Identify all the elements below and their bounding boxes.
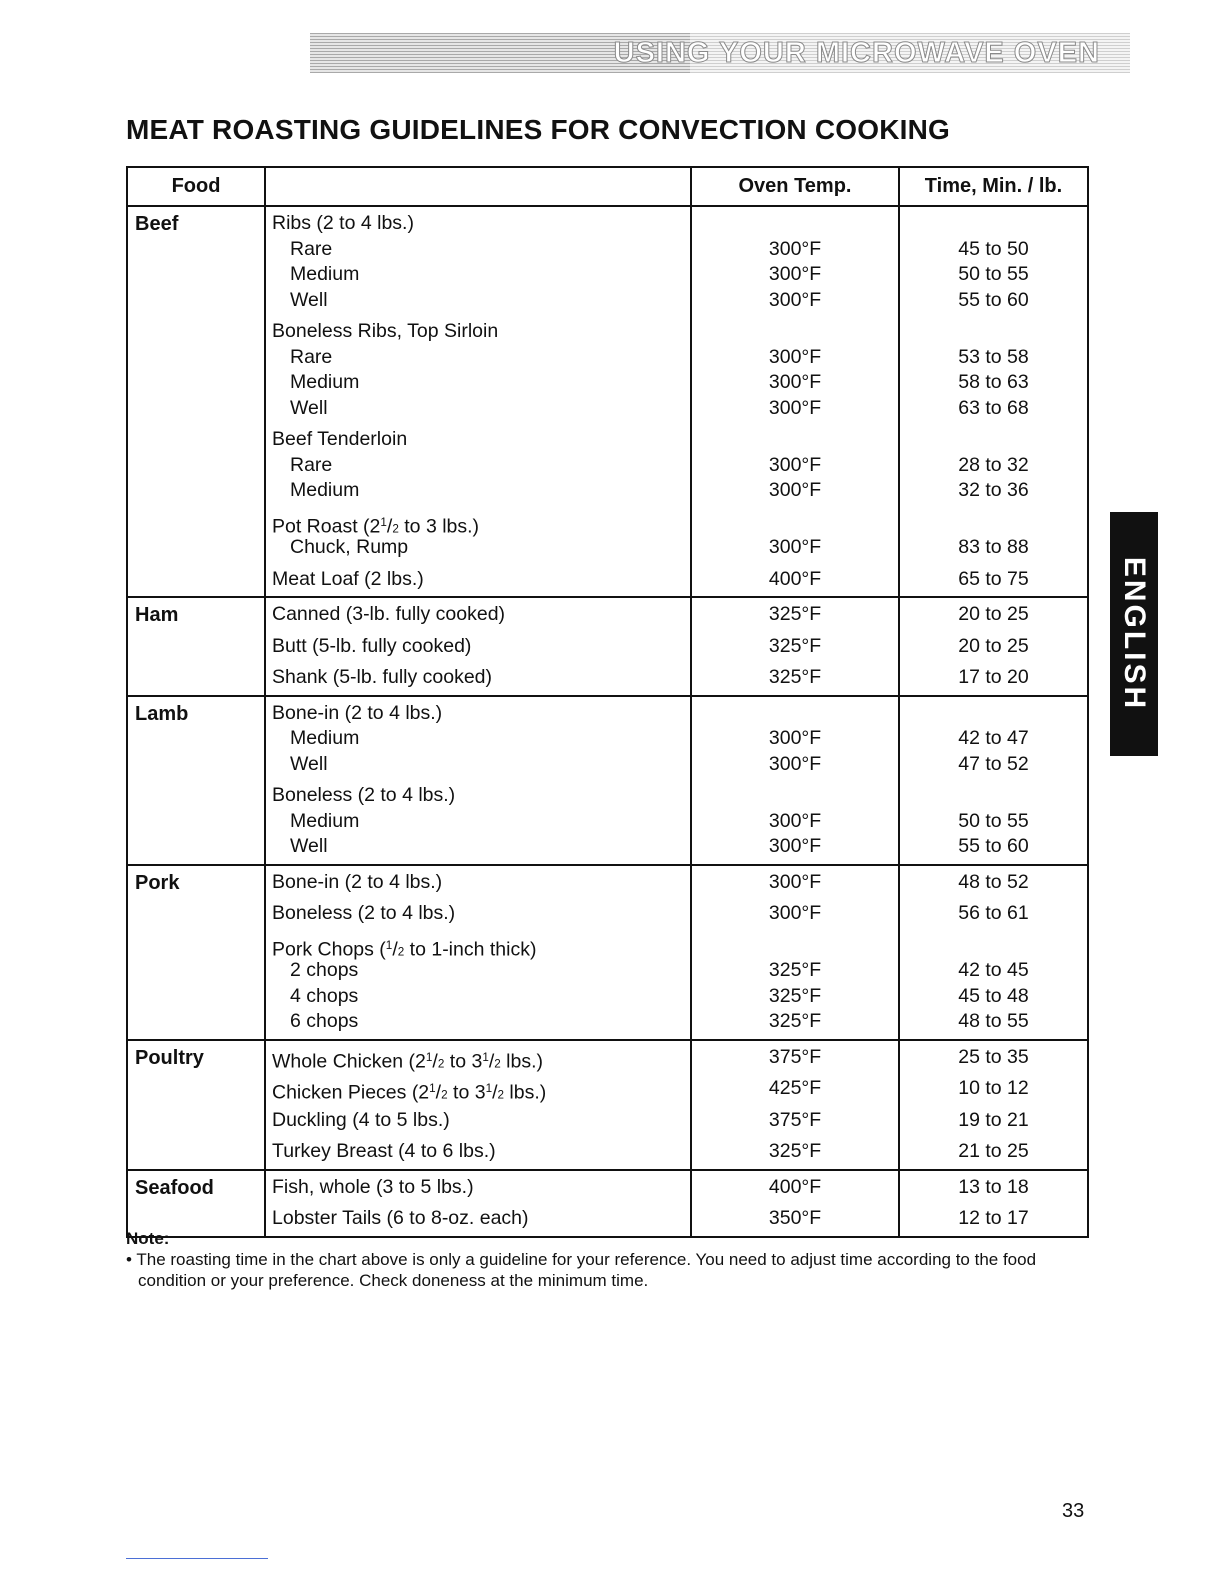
time-value: 53 to 58 [958,345,1029,368]
temp-value: 300°F [768,345,822,368]
item-title: Shank (5-lb. fully cooked) [272,666,493,688]
bottom-rule [126,1558,268,1559]
table-body [127,206,1088,1237]
temp-value: 400°F [768,567,822,590]
temp-value: 300°F [768,752,822,775]
temp-value: 300°F [768,237,822,260]
item-group [272,1108,690,1134]
temp-value: 350°F [768,1207,822,1229]
language-tab-label: ENGLISH [1118,556,1152,712]
time-value [900,427,1087,453]
item-group [692,602,898,628]
item-group [692,901,898,927]
item-sub-label: 2 chops [290,959,359,981]
section-header-band [310,33,1130,73]
item-sub-label: Medium [290,371,360,393]
item-group [692,1139,898,1165]
temp-value [692,933,898,959]
item-group [692,933,898,1035]
item-group [272,701,690,778]
time-value: 48 to 55 [958,1010,1029,1032]
time-value [900,319,1087,345]
page-number: 33 [1062,1500,1085,1522]
temp-value: 300°F [768,263,822,285]
header-food: Food [127,167,265,206]
item-cell [265,1040,691,1170]
food-category: Beef [127,206,265,597]
item-group [900,319,1087,421]
temp-value: 300°F [768,536,822,558]
item-group [272,211,690,313]
temp-value [692,427,898,453]
food-category: Poultry [127,1040,265,1170]
item-sub-label: Medium [290,809,360,832]
item-title: Duckling (4 to 5 lbs.) [272,1108,450,1131]
temp-value: 300°F [768,288,822,311]
time-value: 28 to 32 [958,453,1029,476]
time-cell [899,696,1088,865]
item-sub-label: Medium [290,263,360,285]
time-value: 19 to 21 [958,1108,1029,1131]
item-group [272,427,690,504]
item-title: Pot Roast ($2^1/2$ to 3 lbs.) [272,514,480,537]
item-group [692,427,898,504]
table-row [127,1170,1088,1237]
item-sub-label: Rare [290,453,333,476]
time-value: 50 to 55 [958,263,1029,285]
item-group [272,634,690,660]
table-row [127,206,1088,597]
header-time: Time, Min. / lb. [899,167,1088,206]
food-category: Pork [127,865,265,1040]
item-sub-label: 4 chops [290,984,359,1007]
item-group [692,319,898,421]
temp-value: 325°F [768,1140,822,1162]
item-group [272,665,690,691]
time-value: 83 to 88 [958,536,1029,558]
temp-cell [691,597,899,696]
temp-value: 325°F [768,634,822,657]
item-title: Pork Chops ($^1$/2 to 1-inch thick) [272,937,537,960]
item-title: Boneless (2 to 4 lbs.) [272,902,456,924]
time-value: 20 to 25 [958,634,1029,657]
item-group [272,567,690,593]
item-group [900,510,1087,561]
table-row [127,1040,1088,1170]
item-group [900,427,1087,504]
item-title: Boneless Ribs, Top Sirloin [272,320,499,342]
time-cell [899,597,1088,696]
item-title: Boneless (2 to 4 lbs.) [272,784,456,806]
time-cell [899,206,1088,597]
item-group [272,783,690,860]
item-group [692,783,898,860]
time-value: 21 to 25 [958,1140,1029,1162]
item-group [900,901,1087,927]
item-group [272,602,690,628]
item-group [692,510,898,561]
time-value: 48 to 52 [958,870,1029,893]
item-title: Ribs (2 to 4 lbs.) [272,212,414,234]
item-group [692,634,898,660]
food-category: Seafood [127,1170,265,1237]
temp-value: 300°F [768,453,822,476]
time-value: 13 to 18 [958,1175,1029,1198]
item-title: Bone-in (2 to 4 lbs.) [272,701,443,724]
item-group [900,1175,1087,1201]
item-group [900,933,1087,1035]
item-group [692,567,898,593]
time-value: 10 to 12 [958,1077,1029,1099]
item-sub-label: Medium [290,479,360,501]
time-value: 32 to 36 [958,479,1029,501]
time-value [900,510,1087,536]
item-group [900,1076,1087,1102]
note-label: Note: [126,1229,170,1248]
page-title: MEAT ROASTING GUIDELINES FOR CONVECTION COOKING [126,114,951,145]
item-cell [265,1170,691,1237]
language-side-tab [1110,512,1158,756]
time-cell [899,1040,1088,1170]
time-value: 20 to 25 [958,603,1029,625]
table-header-row [127,167,1088,206]
item-group [900,1139,1087,1165]
item-sub-label: 6 chops [290,1010,359,1032]
item-group [900,783,1087,860]
item-group [272,933,690,1035]
section-header-title: USING YOUR MICROWAVE OVEN [613,37,1100,69]
item-sub-label: Rare [290,345,333,368]
temp-value: 300°F [768,870,822,893]
item-title: Turkey Breast (4 to 6 lbs.) [272,1140,496,1162]
temp-value: 300°F [768,902,822,924]
item-group [900,1108,1087,1134]
item-group [900,567,1087,593]
item-group [900,870,1087,896]
time-value: 55 to 60 [958,288,1029,311]
time-value: 12 to 17 [958,1207,1029,1229]
time-value: 25 to 35 [958,1045,1029,1068]
item-group [272,1045,690,1071]
item-group [692,1108,898,1134]
item-cell [265,696,691,865]
temp-value [692,319,898,345]
item-cell [265,865,691,1040]
item-sub-label: Well [290,288,328,311]
temp-cell [691,206,899,597]
header-item [265,167,691,206]
item-group [272,1076,690,1102]
time-value: 63 to 68 [958,396,1029,419]
item-group [692,1175,898,1201]
time-cell [899,1170,1088,1237]
food-category: Ham [127,597,265,696]
roasting-table [126,166,1089,1238]
food-category: Lamb [127,696,265,865]
temp-value: 300°F [768,809,822,832]
temp-value: 300°F [768,371,822,393]
temp-cell [691,1170,899,1237]
time-value [900,783,1087,809]
item-title: Fish, whole (3 to 5 lbs.) [272,1175,474,1198]
item-group [272,510,690,561]
table-row [127,696,1088,865]
item-group [272,319,690,421]
temp-value: 300°F [768,835,822,857]
time-value: 45 to 50 [958,237,1029,260]
item-title: Bone-in (2 to 4 lbs.) [272,870,443,893]
item-sub-label: Well [290,396,328,419]
item-group [272,901,690,927]
time-value: 55 to 60 [958,835,1029,857]
temp-value [692,510,898,536]
temp-cell [691,696,899,865]
note-text: The roasting time in the chart above is only a guideline for your reference. You need to adjust time according to the food condition or your preference. Check doneness at the minimum time. [136,1250,1037,1290]
item-group [900,211,1087,313]
item-sub-label: Well [290,752,328,775]
header-oven-temp: Oven Temp. [691,167,899,206]
time-value: 50 to 55 [958,809,1029,832]
note-bullet: • [126,1250,132,1269]
item-sub-label: Rare [290,237,333,260]
item-group [272,870,690,896]
time-value: 42 to 47 [958,727,1029,749]
item-sub-label: Well [290,835,328,857]
time-cell [899,865,1088,1040]
temp-value: 375°F [768,1045,822,1068]
item-group [692,665,898,691]
temp-value: 300°F [768,727,822,749]
item-cell [265,206,691,597]
temp-value: 300°F [768,479,822,501]
time-value: 42 to 45 [958,959,1029,981]
item-sub-label: Chuck, Rump [290,536,409,558]
temp-value [692,783,898,809]
item-title: Lobster Tails (6 to 8-oz. each) [272,1207,529,1229]
temp-value: 325°F [768,666,822,688]
item-group [692,1045,898,1071]
item-title: Whole Chicken ($2^1/2$ to $3^1/2$ lbs.) [272,1049,544,1072]
time-value: 58 to 63 [958,371,1029,393]
time-value: 17 to 20 [958,666,1029,688]
item-title: Chicken Pieces ($2^1/2$ to $3^1/2$ lbs.) [272,1081,547,1104]
item-group [272,1139,690,1165]
table-row [127,597,1088,696]
item-title: Butt (5-lb. fully cooked) [272,634,472,657]
item-title: Beef Tenderloin [272,428,408,450]
temp-cell [691,865,899,1040]
time-value: 56 to 61 [958,902,1029,924]
temp-value: 375°F [768,1108,822,1131]
item-group [900,701,1087,778]
item-title: Canned (3-lb. fully cooked) [272,603,506,625]
item-group [900,634,1087,660]
time-value: 65 to 75 [958,567,1029,590]
item-group [692,870,898,896]
item-sub-label: Medium [290,727,360,749]
note [126,1228,1096,1291]
time-value: 45 to 48 [958,984,1029,1007]
temp-value: 325°F [768,984,822,1007]
temp-cell [691,1040,899,1170]
temp-value: 425°F [768,1077,822,1099]
item-cell [265,597,691,696]
time-value [900,701,1087,727]
temp-value: 300°F [768,396,822,419]
temp-value [692,701,898,727]
temp-value: 325°F [768,603,822,625]
item-group [692,1076,898,1102]
item-group [900,1045,1087,1071]
note-item [126,1249,1096,1291]
item-group [900,665,1087,691]
time-value [900,211,1087,237]
table-row [127,865,1088,1040]
item-group [692,701,898,778]
item-group [900,602,1087,628]
temp-value: 325°F [768,1010,822,1032]
time-value [900,933,1087,959]
temp-value: 325°F [768,959,822,981]
temp-value: 400°F [768,1175,822,1198]
time-value: 47 to 52 [958,752,1029,775]
item-group [272,1175,690,1201]
item-title: Meat Loaf (2 lbs.) [272,567,424,590]
item-group [692,211,898,313]
temp-value [692,211,898,237]
